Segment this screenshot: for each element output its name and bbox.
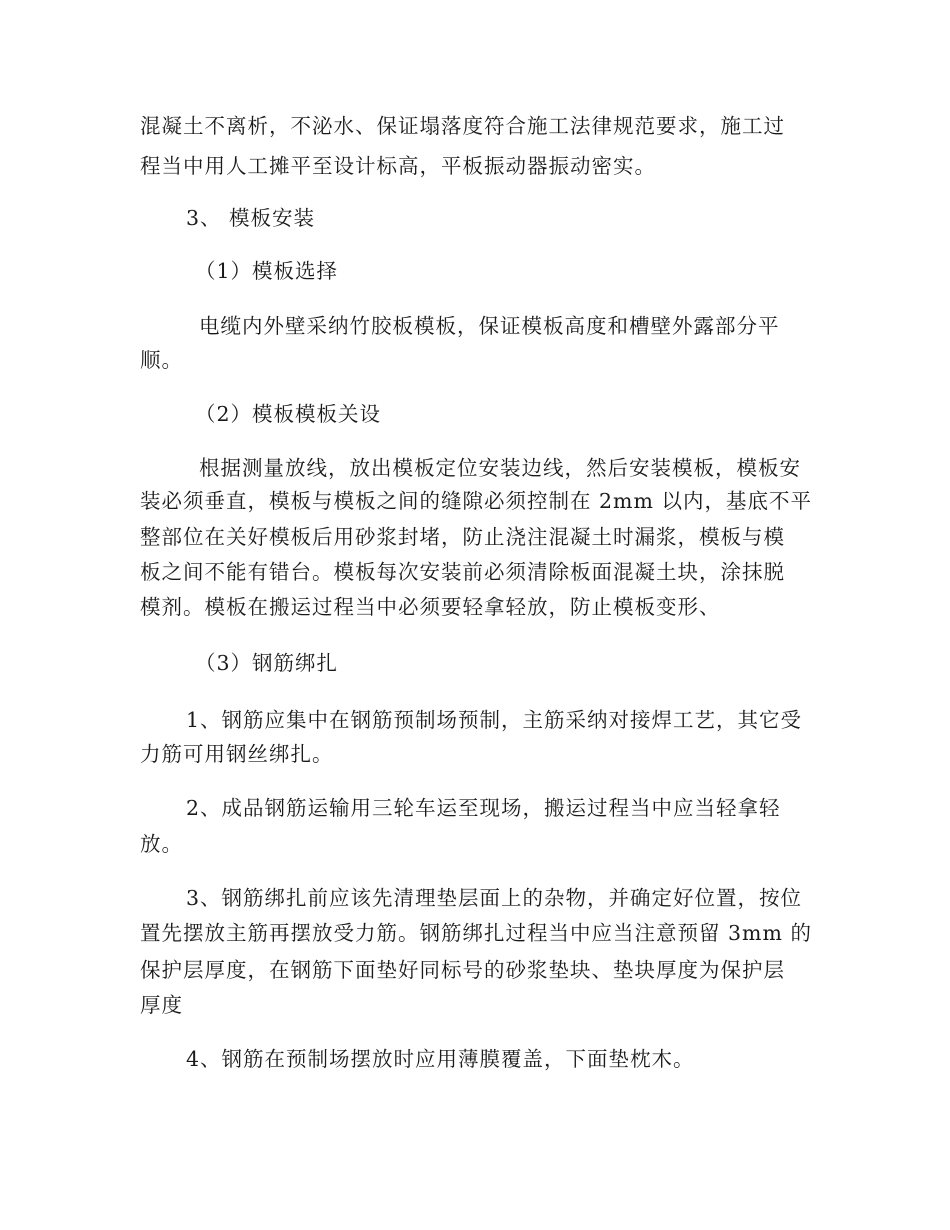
paragraph-line: 电缆内外壁采纳竹胶板模板，保证模板高度和槽壁外露部分平	[199, 314, 780, 338]
list-item-line: 4、钢筋在预制场摆放时应用薄膜覆盖，下面垫枕木。	[186, 1047, 695, 1071]
list-item-line: 1、钢筋应集中在钢筋预制场预制，主筋采纳对接焊工艺，其它受	[186, 708, 803, 732]
paragraph-line: 顺。	[140, 348, 183, 372]
subsection-heading: （3）钢筋绑扎	[195, 651, 339, 675]
subsection-heading: （2）模板模板关设	[195, 402, 382, 426]
section-heading: 3、 模板安装	[186, 206, 316, 230]
paragraph-line: 模剂。模板在搬运过程当中必须要轻拿轻放，防止模板变形、	[140, 595, 721, 619]
paragraph-line: 整部位在关好模板后用砂浆封堵，防止浇注混凝土时漏浆，模板与模	[140, 525, 785, 549]
list-item-line: 放。	[140, 832, 183, 856]
list-item-line: 厚度	[140, 993, 183, 1017]
list-item-line: 力筋可用钢丝绑扎。	[140, 742, 334, 766]
subsection-heading: （1）模板选择	[195, 259, 339, 283]
paragraph-line: 根据测量放线，放出模板定位安装边线，然后安装模板，模板安	[199, 456, 801, 480]
list-item-line: 置先摆放主筋再摆放受力筋。钢筋绑扎过程当中应当注意预留 3mm 的	[140, 921, 812, 945]
paragraph-line: 板之间不能有错台。模板每次安装前必须清除板面混凝土块，涂抹脱	[140, 560, 785, 584]
list-item-line: 2、成品钢筋运输用三轮车运至现场，搬运过程当中应当轻拿轻	[186, 796, 781, 820]
paragraph-line: 程当中用人工摊平至设计标高，平板振动器振动密实。	[140, 154, 656, 178]
list-item-line: 保护层厚度，在钢筋下面垫好同标号的砂浆垫块、垫块厚度为保护层	[140, 958, 785, 982]
paragraph-line: 混凝土不离析，不泌水、保证塌落度符合施工法律规范要求，施工过	[140, 114, 785, 138]
paragraph-line: 装必须垂直，模板与模板之间的缝隙必须控制在 2mm 以内，基底不平	[140, 489, 812, 513]
list-item-line: 3、钢筋绑扎前应该先清理垫层面上的杂物，并确定好位置，按位	[186, 886, 803, 910]
